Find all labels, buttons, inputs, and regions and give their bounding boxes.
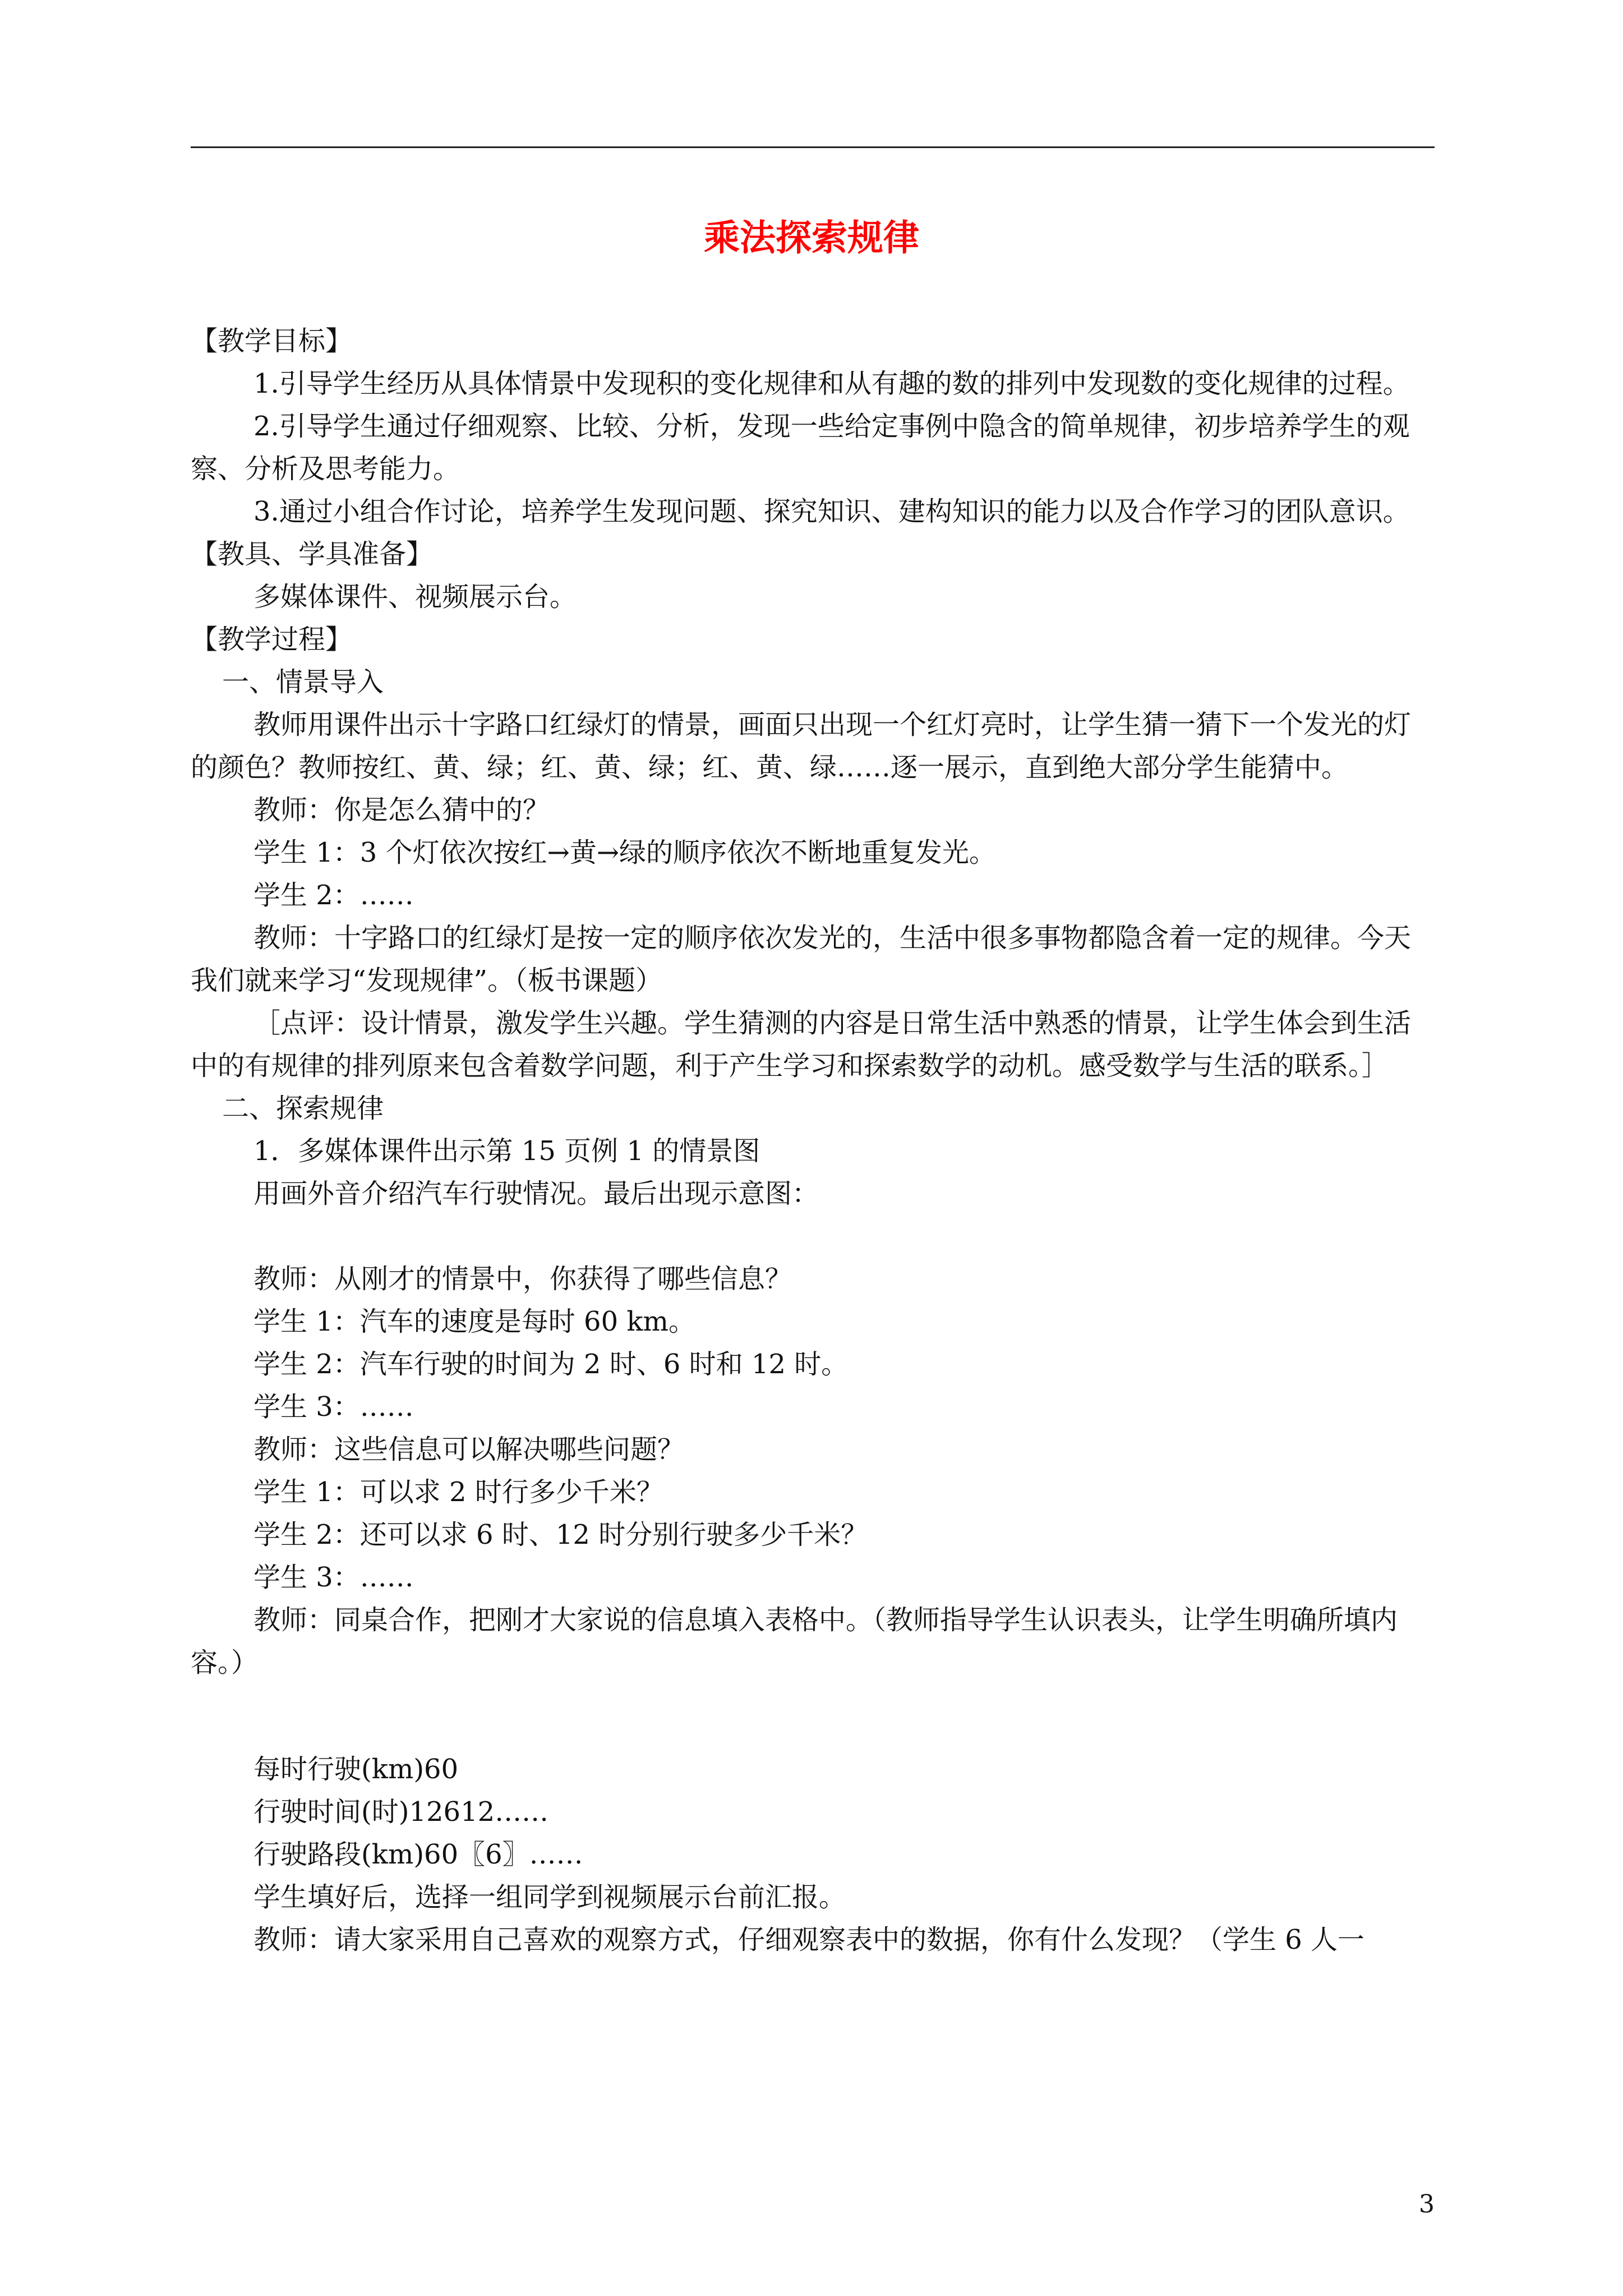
dialogue-line: 学生 3：…… [253, 1562, 414, 1593]
document-body [191, 320, 1435, 1961]
dialogue-line: 教师：十字路口的红绿灯是按一定的顺序依次发光的，生活中很多事物都隐含着一定的规律。今天我们就来学习“发现规律”。（板书课题） [191, 922, 1412, 996]
blank-gap [191, 1215, 1435, 1258]
step-line: 用画外音介绍汽车行驶情况。最后出现示意图： [253, 1178, 819, 1209]
dialogue-line: 学生 2：汽车行驶的时间为 2 时、6 时和 12 时。 [253, 1349, 849, 1380]
blank-gap [191, 1684, 1435, 1748]
dialogue-line: 学生填好后，选择一组同学到视频展示台前汇报。 [253, 1881, 846, 1913]
objective-item-2: 2.引导学生通过仔细观察、比较、分析，发现一些给定事例中隐含的简单规律，初步培养学生的观察、分析及思考能力。 [191, 411, 1410, 485]
header-rule [191, 146, 1435, 148]
subsection-heading-intro: 一、情景导入 [222, 666, 384, 698]
section-heading-process: 【教学过程】 [191, 624, 353, 655]
dialogue-line: 学生 1：3 个灯依次按红→黄→绿的顺序依次不断地重复发光。 [253, 837, 997, 868]
page-title: 乘法探索规律 [704, 217, 919, 259]
dialogue-line: 教师：从刚才的情景中，你获得了哪些信息？ [253, 1263, 792, 1295]
dialogue-line: 教师：这些信息可以解决哪些问题？ [253, 1434, 685, 1465]
objective-item-1: 1.引导学生经历从具体情景中发现积的变化规律和从有趣的数的排列中发现数的变化规律的过程。 [253, 368, 1410, 399]
table-row-text: 行驶路段(km)60〖6〗…… [253, 1839, 583, 1870]
paragraph-intro: 教师用课件出示十字路口红绿灯的情景，画面只出现一个红灯亮时，让学生猜一猜下一个发光的灯的颜色？教师按红、黄、绿；红、黄、绿；红、黄、绿……逐一展示，直到绝大部分学生能猜中。 [191, 709, 1412, 783]
dialogue-line: 学生 1：可以求 2 时行多少千米？ [253, 1476, 663, 1508]
dialogue-line: 教师：你是怎么猜中的？ [253, 794, 550, 826]
materials-text: 多媒体课件、视频展示台。 [253, 581, 577, 613]
subsection-heading-explore: 二、探索规律 [222, 1093, 384, 1124]
section-heading-materials: 【教具、学具准备】 [191, 539, 434, 570]
section-heading-objectives: 【教学目标】 [191, 325, 353, 357]
dialogue-line: 学生 2：…… [253, 880, 414, 911]
objective-item-3: 3.通过小组合作讨论，培养学生发现问题、探究知识、建构知识的能力以及合作学习的团队意识。 [253, 496, 1410, 527]
step-line: 1．多媒体课件出示第 15 页例 1 的情景图 [253, 1135, 760, 1167]
dialogue-line: 学生 3：…… [253, 1391, 414, 1423]
dialogue-line: 学生 2：还可以求 6 时、12 时分别行驶多少千米？ [253, 1519, 868, 1550]
page-number: 3 [1419, 2190, 1435, 2219]
dialogue-line: 教师：请大家采用自己喜欢的观察方式，仔细观察表中的数据，你有什么发现？（学生 6 人一 [253, 1924, 1365, 1955]
commentary-paragraph: ［点评：设计情景，激发学生兴趣。学生猜测的内容是日常生活中熟悉的情景，让学生体会到生活中的有规律的排列原来包含着数学问题，利于产生学习和探索数学的动机。感受数学与生活的联系。］ [191, 1007, 1412, 1082]
table-row-text: 每时行驶(km)60 [253, 1754, 459, 1785]
dialogue-line: 学生 1：汽车的速度是每时 60 km。 [253, 1306, 695, 1337]
dialogue-line: 教师：同桌合作，把刚才大家说的信息填入表格中。（教师指导学生认识表头，让学生明确所填内容。） [191, 1604, 1398, 1678]
table-row-text: 行驶时间(时)12612…… [253, 1796, 549, 1828]
